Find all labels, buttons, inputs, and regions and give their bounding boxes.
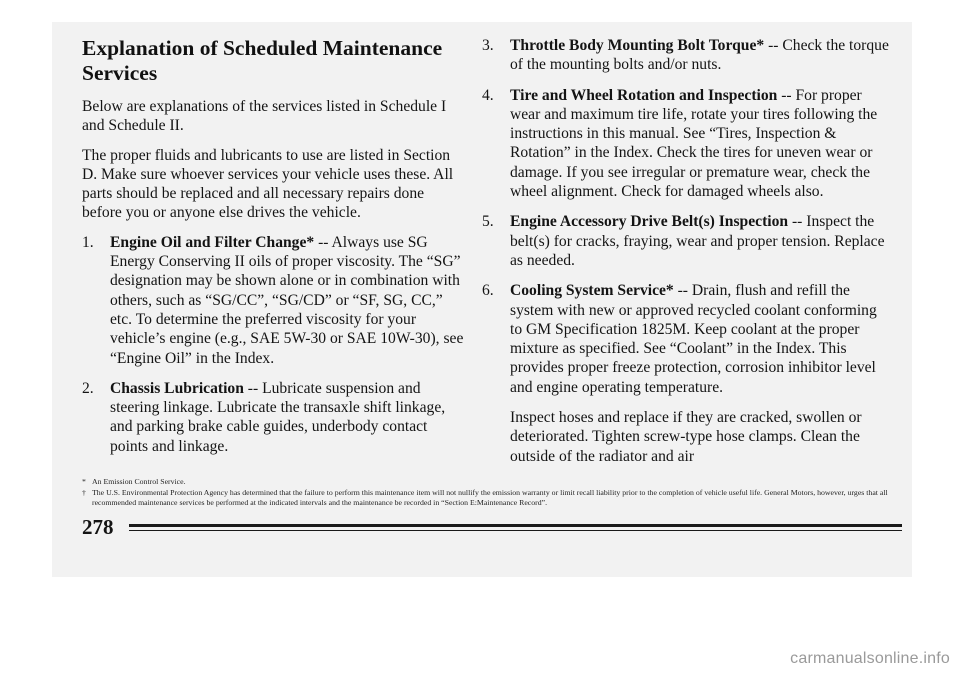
left-column xyxy=(82,36,467,467)
right-column xyxy=(482,36,892,482)
item-number: 3. xyxy=(482,37,494,54)
page-number: 278 xyxy=(82,515,114,539)
footnote-text: The U.S. Environmental Protection Agency has determined that the failure to perform this maintenance item will not nullify the emission warranty or limit recall liability prior to the completion of vehicle useful life. General Motors, however, urges that all recommended maintenance services be performed at the indicated intervals and the maintenance be recorded in “Section E:Maintenance Record”. xyxy=(92,487,888,507)
item-description: -- Drain, flush and refill the system with new or approved recycled coolant conforming to GM Specification 1825M. Keep coolant at the proper mixture as specified. See “Coolant” in the Index. This provides proper freeze protection, corrosion inhibitor level and engine operating temperature. xyxy=(510,282,877,396)
footnote xyxy=(82,488,892,509)
item-text xyxy=(510,86,892,202)
item-number: 4. xyxy=(482,86,494,104)
list-item xyxy=(82,379,467,456)
item-number: 2. xyxy=(82,379,94,397)
list-item xyxy=(82,233,467,368)
continuation-paragraph: Inspect hoses and replace if they are cracked, swollen or deteriorated. Tighten screw-type hose clamps. Clean the outside of the radiator and air xyxy=(510,409,862,465)
item-title: Engine Accessory Drive Belt(s) Inspection xyxy=(510,213,789,231)
footnotes xyxy=(82,477,892,509)
watermark: carmanualsonline.info xyxy=(790,650,950,667)
footnote xyxy=(82,477,892,488)
item-title: Tire and Wheel Rotation and Inspection xyxy=(510,86,778,104)
list-item xyxy=(482,281,892,397)
footnote-mark: † xyxy=(82,487,86,497)
list-item xyxy=(482,36,892,75)
footnote-mark: * xyxy=(82,477,86,486)
list-item xyxy=(482,212,892,270)
intro-paragraph-1: Below are explanations of the services listed in Schedule I and Schedule II. xyxy=(82,98,447,135)
item-text xyxy=(110,233,467,368)
item-description: -- Lubricate suspension and steering linkage. Lubricate the transaxle shift linkage, and parking brake cable guides, underbody contact points and linkage. xyxy=(110,379,446,455)
section-heading: Explanation of Scheduled Maintenance Services xyxy=(82,36,443,85)
item-number: 5. xyxy=(482,213,494,231)
item-description: -- Always use SG Energy Conserving II oils of proper viscosity. The “SG” designation may be shown alone or in combination with others, such as “SG/CC”, “SG/CD” or “SF, SG, CC,” etc. To determine the preferred viscosity for your vehicle’s engine (e.g., SAE 5W-30 or SAE 10W-30), see “Engine Oil” in the Index. xyxy=(110,233,464,367)
item-description: -- For proper wear and maximum tire life, rotate your tires following the instructions in this manual. See “Tires, Inspection & Rotation” in the Index. Check the tires for uneven wear or damage. If you see irregular or premature wear, check the wheel alignment. Check for damaged wheels also. xyxy=(510,86,878,201)
item-title: Cooling System Service* xyxy=(510,282,674,300)
item-description: -- Inspect the belt(s) for cracks, fraying, wear and proper tension. Replace as needed. xyxy=(510,213,885,269)
manual-page xyxy=(52,22,912,577)
item-title: Throttle Body Mounting Bolt Torque* xyxy=(510,37,765,54)
item-text xyxy=(510,36,892,75)
item-number: 1. xyxy=(82,233,94,251)
footer-rule-thin xyxy=(129,530,902,531)
footer-rule-thick xyxy=(129,524,902,527)
item-text xyxy=(510,281,892,397)
item-text xyxy=(510,212,892,270)
item-description: -- Check the torque of the mounting bolts and/or nuts. xyxy=(510,37,889,74)
intro-paragraph-2: The proper fluids and lubricants to use are listed in Section D. Make sure whoever services your vehicle uses these. All parts should be replaced and all necessary repairs done before you or anyone else drives the vehicle. xyxy=(82,146,454,222)
item-title: Chassis Lubrication xyxy=(110,379,244,397)
page-footer xyxy=(82,516,902,538)
list-item xyxy=(482,86,892,202)
item-title: Engine Oil and Filter Change* xyxy=(110,233,315,251)
footnote-text: An Emission Control Service. xyxy=(92,477,186,486)
item-number: 6. xyxy=(482,282,494,300)
item-text xyxy=(110,379,467,456)
